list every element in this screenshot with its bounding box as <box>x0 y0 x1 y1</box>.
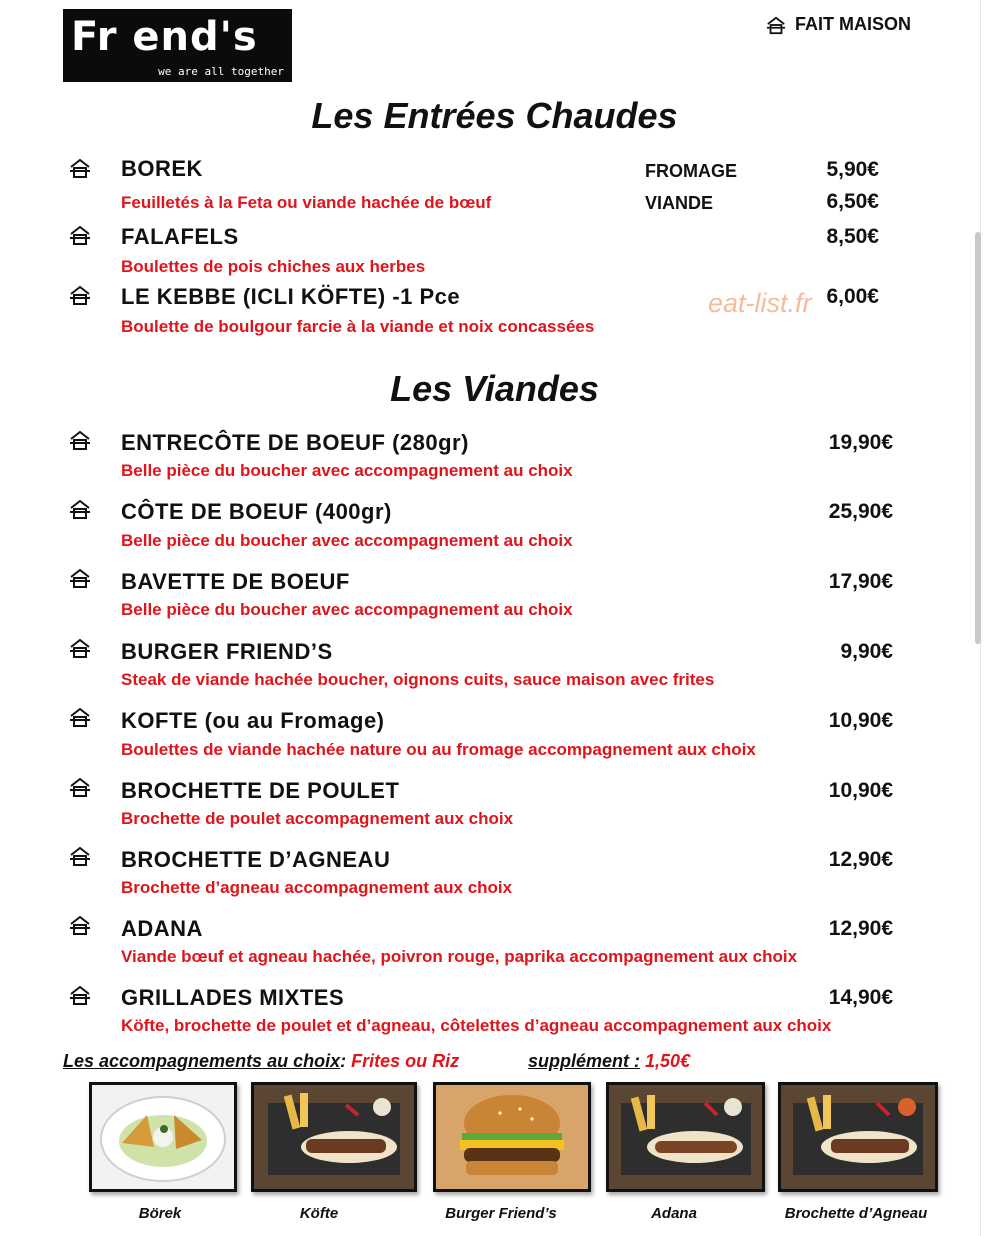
accompaniments-label: Les accompagnements au choix <box>63 1051 341 1071</box>
price-brochette-agneau: 12,90€ <box>828 848 893 871</box>
fait-maison-icon <box>68 498 92 520</box>
scrollbar[interactable] <box>975 232 981 644</box>
fait-maison-icon <box>68 706 92 728</box>
fait-maison-icon <box>68 845 92 867</box>
fait-maison-icon <box>765 15 787 35</box>
item-desc-brochette-agneau: Brochette d’agneau accompagnement aux choix <box>121 878 513 897</box>
price-grillades-mixtes: 14,90€ <box>828 986 893 1009</box>
option-label-viande: VIANDE <box>645 193 714 213</box>
photo-burger <box>433 1082 591 1192</box>
price-brochette-poulet: 10,90€ <box>828 779 893 802</box>
item-name-burger: BURGER FRIEND’S <box>121 639 333 664</box>
price-adana: 12,90€ <box>828 917 893 940</box>
price-burger: 9,90€ <box>840 640 893 663</box>
item-desc-brochette-poulet: Brochette de poulet accompagnement aux choix <box>121 809 514 828</box>
supplement-label: supplément : <box>528 1051 641 1071</box>
item-desc-borek: Feuilletés à la Feta ou viande hachée de bœuf <box>121 193 492 212</box>
fait-maison-icon <box>68 914 92 936</box>
fait-maison-legend <box>765 14 911 35</box>
fait-maison-icon <box>68 157 92 179</box>
fait-maison-icon <box>68 284 92 306</box>
photo-caption-adana: Adana <box>651 1205 697 1222</box>
price-kofte: 10,90€ <box>828 709 893 732</box>
section-title-viandes: Les Viandes <box>390 368 599 409</box>
section-title-entrees: Les Entrées Chaudes <box>311 95 678 136</box>
item-name-entrecote: ENTRECÔTE DE BOEUF (280gr) <box>121 430 469 455</box>
watermark: eat-list.fr <box>708 288 812 318</box>
item-desc-cote-de-boeuf: Belle pièce du boucher avec accompagnement au choix <box>121 531 573 550</box>
accompaniments-options: Frites ou Riz <box>351 1051 460 1071</box>
price-falafels: 8,50€ <box>826 225 879 248</box>
photo-caption-kofte: Köfte <box>299 1205 339 1222</box>
item-name-brochette-poulet: BROCHETTE DE POULET <box>121 778 400 803</box>
item-desc-bavette: Belle pièce du boucher avec accompagnement au choix <box>121 600 573 619</box>
item-name-borek: BOREK <box>121 156 203 181</box>
fait-maison-icon <box>68 567 92 589</box>
photo-caption-brochette-agneau: Brochette d’Agneau <box>784 1205 928 1222</box>
fait-maison-label: FAIT MAISON <box>795 14 911 34</box>
item-name-falafels: FALAFELS <box>121 224 239 249</box>
logo <box>63 9 292 82</box>
fait-maison-icon <box>68 429 92 451</box>
option-label-fromage: FROMAGE <box>645 161 737 181</box>
accompaniments-line <box>63 1051 691 1072</box>
item-desc-kebbe: Boulette de boulgour farcie à la viande et noix concassées <box>121 317 595 336</box>
photo-adana <box>606 1082 765 1192</box>
item-name-kebbe: LE KEBBE (ICLI KÖFTE) -1 Pce <box>121 284 461 309</box>
photo-brochette-agneau <box>778 1082 938 1192</box>
price-cote-de-boeuf: 25,90€ <box>828 500 893 523</box>
logo-text: Fr end's <box>71 14 258 60</box>
photo-borek <box>89 1082 237 1192</box>
logo-tagline: we are all together <box>158 65 284 78</box>
fait-maison-icon <box>68 984 92 1006</box>
item-name-cote-de-boeuf: CÔTE DE BOEUF (400gr) <box>121 499 392 524</box>
fait-maison-icon <box>68 637 92 659</box>
item-desc-entrecote: Belle pièce du boucher avec accompagnement au choix <box>121 461 573 480</box>
price-bavette: 17,90€ <box>828 570 893 593</box>
item-name-kofte: KOFTE (ou au Fromage) <box>121 708 385 733</box>
item-desc-falafels: Boulettes de pois chiches aux herbes <box>121 257 426 276</box>
item-name-bavette: BAVETTE DE BOEUF <box>121 569 350 594</box>
price-entrecote: 19,90€ <box>828 431 893 454</box>
item-name-grillades-mixtes: GRILLADES MIXTES <box>121 985 345 1010</box>
item-name-adana: ADANA <box>121 916 203 941</box>
supplement <box>528 1051 690 1072</box>
photo-caption-borek: Börek <box>138 1205 182 1222</box>
item-name-brochette-agneau: BROCHETTE D’AGNEAU <box>121 847 391 872</box>
accompaniments-colon: : <box>340 1051 347 1071</box>
item-desc-adana: Viande bœuf et agneau hachée, poivron rouge, paprika accompagnement aux choix <box>121 947 798 966</box>
fait-maison-icon <box>68 224 92 246</box>
price-kebbe: 6,00€ <box>826 285 879 308</box>
fait-maison-icon <box>68 776 92 798</box>
supplement-price: 1,50€ <box>645 1051 691 1071</box>
photo-kofte <box>251 1082 417 1192</box>
item-desc-grillades-mixtes: Köfte, brochette de poulet et d’agneau, côtelettes d’agneau accompagnement aux choix <box>121 1016 832 1035</box>
price-borek-viande: 6,50€ <box>826 190 879 213</box>
price-borek-fromage: 5,90€ <box>826 158 879 181</box>
item-desc-burger: Steak de viande hachée boucher, oignons cuits, sauce maison avec frites <box>121 670 715 689</box>
item-desc-kofte: Boulettes de viande hachée nature ou au fromage accompagnement aux choix <box>121 740 756 759</box>
photo-caption-burger: Burger Friend’s <box>445 1205 557 1222</box>
